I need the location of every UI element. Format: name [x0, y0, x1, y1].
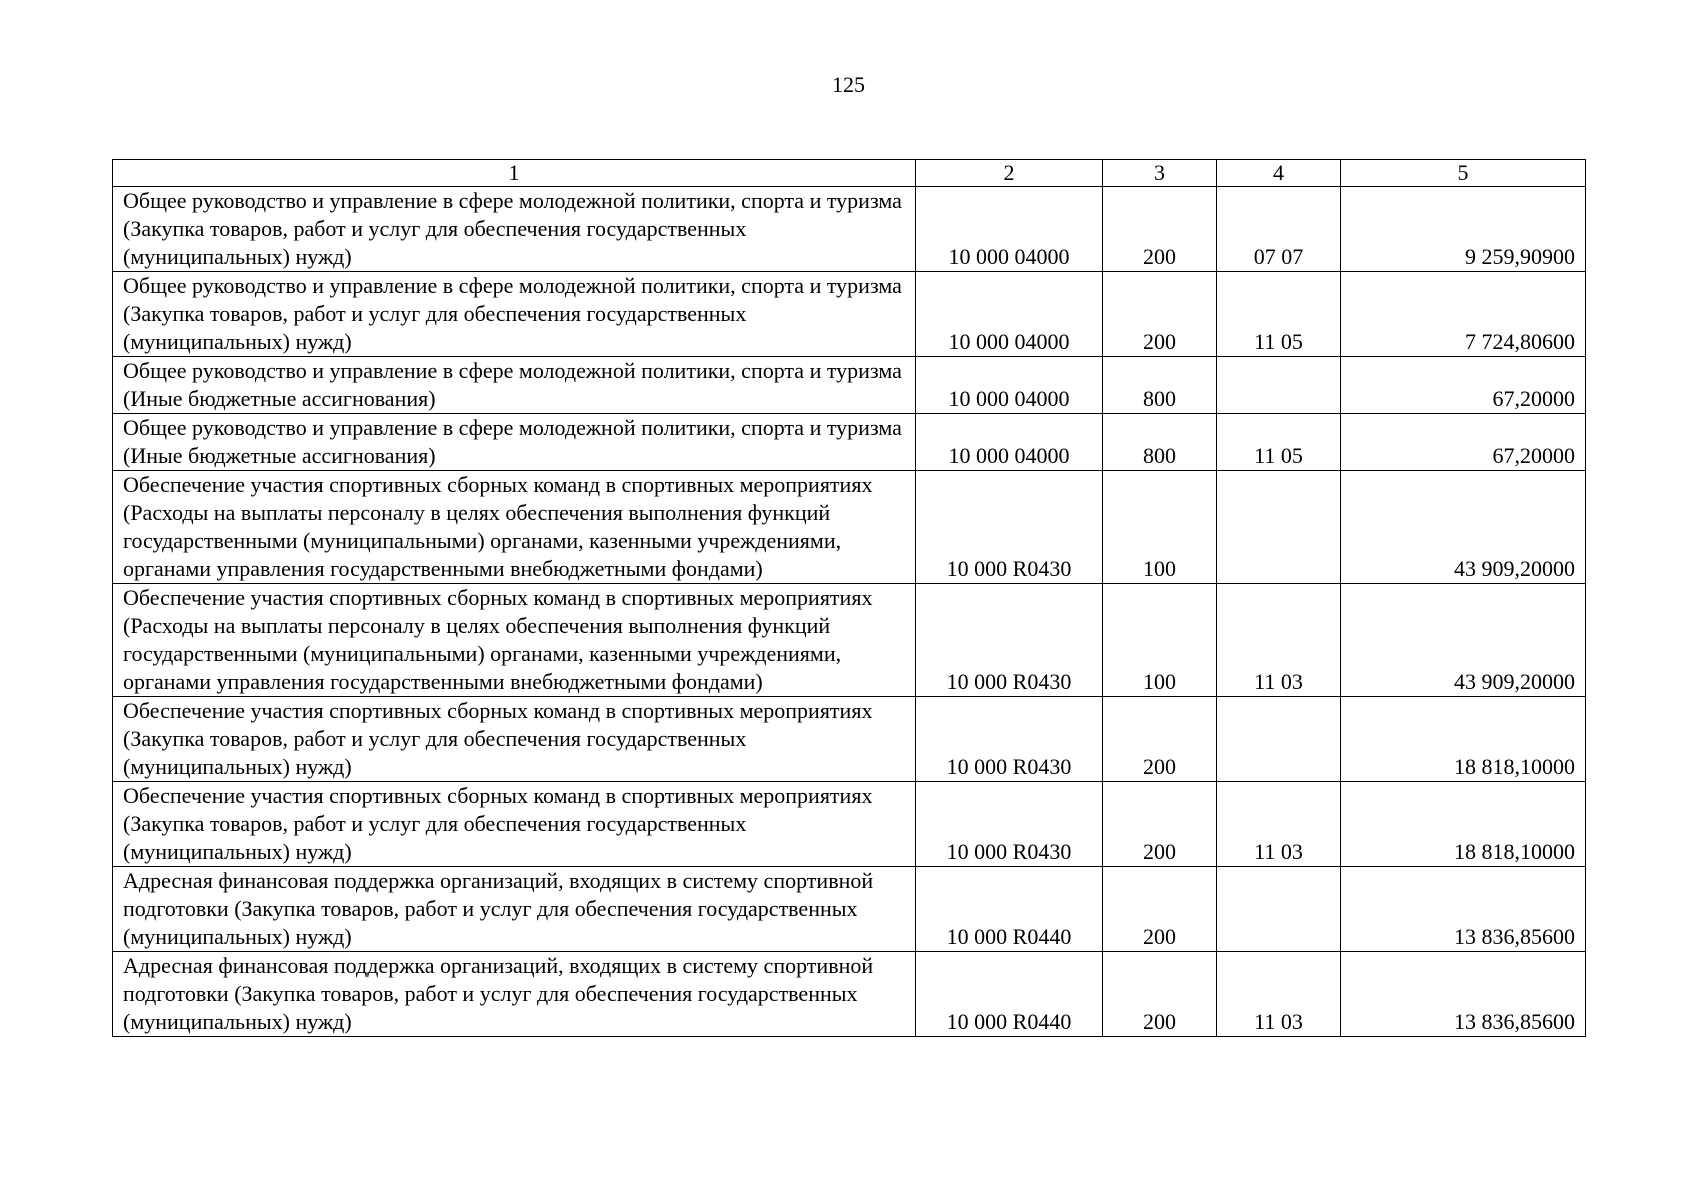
row-expense-type: 800 [1103, 414, 1217, 471]
column-header-4: 4 [1217, 160, 1341, 187]
table-row [113, 357, 1586, 414]
row-target-code: 10 000 R0430 [916, 697, 1103, 782]
row-target-code: 10 000 R0430 [916, 782, 1103, 867]
table-header-row [113, 160, 1586, 187]
row-target-code: 10 000 04000 [916, 357, 1103, 414]
row-section [1217, 697, 1341, 782]
row-section [1217, 867, 1341, 952]
row-amount: 13 836,85600 [1341, 952, 1586, 1037]
row-description: Общее руководство и управление в сфере молодежной политики, спорта и туризма (Закупка товаров, работ и услуг для обеспечения государственных (муниципальных) нужд) [113, 272, 916, 357]
row-amount: 7 724,80600 [1341, 272, 1586, 357]
row-section: 11 03 [1217, 782, 1341, 867]
row-amount: 18 818,10000 [1341, 697, 1586, 782]
row-amount: 9 259,90900 [1341, 187, 1586, 272]
row-description: Общее руководство и управление в сфере молодежной политики, спорта и туризма (Иные бюджетные ассигнования) [113, 357, 916, 414]
row-section: 11 05 [1217, 414, 1341, 471]
row-description: Адресная финансовая поддержка организаций, входящих в систему спортивной подготовки (Закупка товаров, работ и услуг для обеспечения государственных (муниципальных) нужд) [113, 952, 916, 1037]
row-description: Обеспечение участия спортивных сборных команд в спортивных мероприятиях (Расходы на выплаты персоналу в целях обеспечения выполнения функций государственными (муниципальными) органами, казенными учреждениями, органами управления государственными внебюджетными фондами) [113, 584, 916, 697]
row-expense-type: 800 [1103, 357, 1217, 414]
row-target-code: 10 000 R0430 [916, 471, 1103, 584]
row-target-code: 10 000 04000 [916, 272, 1103, 357]
row-description: Общее руководство и управление в сфере молодежной политики, спорта и туризма (Закупка товаров, работ и услуг для обеспечения государственных (муниципальных) нужд) [113, 187, 916, 272]
row-expense-type: 200 [1103, 272, 1217, 357]
row-target-code: 10 000 R0440 [916, 952, 1103, 1037]
row-section: 07 07 [1217, 187, 1341, 272]
row-amount: 43 909,20000 [1341, 584, 1586, 697]
table-row [113, 867, 1586, 952]
row-expense-type: 200 [1103, 697, 1217, 782]
row-section [1217, 471, 1341, 584]
row-amount: 67,20000 [1341, 414, 1586, 471]
row-section: 11 05 [1217, 272, 1341, 357]
row-amount: 43 909,20000 [1341, 471, 1586, 584]
page-number: 125 [832, 72, 865, 97]
table-row [113, 782, 1586, 867]
table-row [113, 272, 1586, 357]
table-row [113, 414, 1586, 471]
row-target-code: 10 000 04000 [916, 187, 1103, 272]
row-amount: 67,20000 [1341, 357, 1586, 414]
column-header-5: 5 [1341, 160, 1586, 187]
row-expense-type: 200 [1103, 187, 1217, 272]
table-row [113, 584, 1586, 697]
row-section: 11 03 [1217, 952, 1341, 1037]
row-description: Обеспечение участия спортивных сборных команд в спортивных мероприятиях (Закупка товаров, работ и услуг для обеспечения государственных (муниципальных) нужд) [113, 782, 916, 867]
column-header-1: 1 [113, 160, 916, 187]
row-description: Адресная финансовая поддержка организаций, входящих в систему спортивной подготовки (Закупка товаров, работ и услуг для обеспечения государственных (муниципальных) нужд) [113, 867, 916, 952]
row-amount: 13 836,85600 [1341, 867, 1586, 952]
row-description: Общее руководство и управление в сфере молодежной политики, спорта и туризма (Иные бюджетные ассигнования) [113, 414, 916, 471]
row-target-code: 10 000 04000 [916, 414, 1103, 471]
column-header-3: 3 [1103, 160, 1217, 187]
table-row [113, 952, 1586, 1037]
table-row [113, 187, 1586, 272]
row-section: 11 03 [1217, 584, 1341, 697]
row-section [1217, 357, 1341, 414]
row-target-code: 10 000 R0440 [916, 867, 1103, 952]
row-description: Обеспечение участия спортивных сборных команд в спортивных мероприятиях (Закупка товаров, работ и услуг для обеспечения государственных (муниципальных) нужд) [113, 697, 916, 782]
row-amount: 18 818,10000 [1341, 782, 1586, 867]
row-target-code: 10 000 R0430 [916, 584, 1103, 697]
column-header-2: 2 [916, 160, 1103, 187]
row-expense-type: 200 [1103, 952, 1217, 1037]
row-expense-type: 200 [1103, 782, 1217, 867]
row-expense-type: 100 [1103, 584, 1217, 697]
table-row [113, 697, 1586, 782]
budget-table [112, 159, 1586, 1037]
row-expense-type: 100 [1103, 471, 1217, 584]
table-row [113, 471, 1586, 584]
row-expense-type: 200 [1103, 867, 1217, 952]
row-description: Обеспечение участия спортивных сборных команд в спортивных мероприятиях (Расходы на выплаты персоналу в целях обеспечения выполнения функций государственными (муниципальными) органами, казенными учреждениями, органами управления государственными внебюджетными фондами) [113, 471, 916, 584]
